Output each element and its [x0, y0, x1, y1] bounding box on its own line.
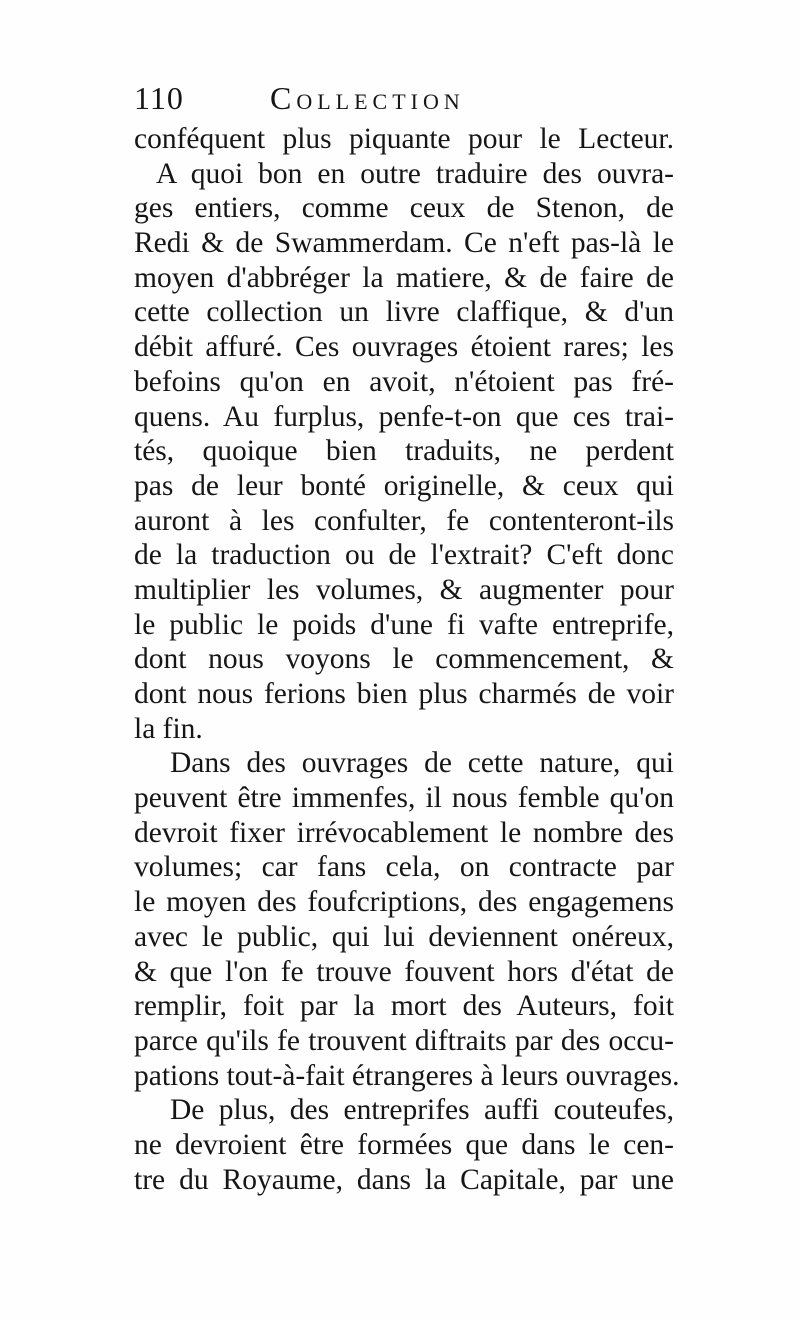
text-line: pas de leur bonté originelle, & ceux qui	[134, 469, 674, 502]
text-line: multiplier les volumes, & augmenter pour	[134, 573, 674, 606]
text-line: A quoi bon en outre traduire des ouvra-	[156, 157, 674, 190]
text-line: De plus, des entreprifes auffi couteufes,	[170, 1094, 674, 1127]
text-line: auront à les confulter, fe contenteront-ils	[134, 504, 674, 537]
page-number: 110	[134, 80, 184, 116]
running-head: Collection	[270, 80, 465, 116]
page-header	[134, 78, 694, 120]
text-line: avec le public, qui lui deviennent onéreux,	[134, 920, 674, 953]
text-line: moyen d'abbréger la matiere, & de faire de	[134, 261, 674, 294]
text-line: de la traduction ou de l'extrait? C'eft donc	[134, 539, 674, 572]
text-line: befoins qu'on en avoit, n'étoient pas fré-	[134, 365, 674, 398]
text-line: le public le poids d'une fi vafte entreprife,	[134, 608, 674, 641]
text-line: peuvent être immenfes, il nous femble qu'on	[134, 782, 674, 815]
text-line: pations tout-à-fait étrangeres à leurs ouvrages.	[134, 1059, 680, 1092]
text-line: tés, quoique bien traduits, ne perdent	[134, 435, 674, 468]
text-line: le moyen des foufcriptions, des engagemens	[134, 886, 674, 919]
text-line: ne devroient être formées que dans le cen-	[134, 1128, 674, 1161]
text-line: la fin.	[134, 712, 203, 745]
text-line: ges entiers, comme ceux de Stenon, de	[134, 192, 674, 225]
text-line: débit affuré. Ces ouvrages étoient rares; les	[134, 331, 674, 364]
text-line: Redi & de Swammerdam. Ce n'eft pas-là le	[134, 227, 674, 260]
text-line: cette collection un livre claffique, & d'un	[134, 296, 674, 329]
text-line: remplir, foit par la mort des Auteurs, foit	[134, 990, 674, 1023]
body-text	[134, 122, 680, 1197]
text-line: volumes; car fans cela, on contracte par	[134, 851, 674, 884]
text-line: dont nous voyons le commencement, &	[134, 643, 674, 676]
text-line: Dans des ouvrages de cette nature, qui	[170, 747, 674, 780]
text-line: & que l'on fe trouve fouvent hors d'état de	[134, 955, 674, 988]
text-line: conféquent plus piquante pour le Lecteur.	[134, 123, 674, 155]
text-line: devroit fixer irrévocablement le nombre des	[134, 816, 674, 849]
text-line: quens. Au furplus, penfe-t-on que ces trai-	[134, 400, 674, 433]
text-line: dont nous ferions bien plus charmés de voir	[134, 678, 674, 710]
text-line: parce qu'ils fe trouvent diftraits par des occu-	[134, 1024, 674, 1057]
text-line: tre du Royaume, dans la Capitale, par une	[134, 1163, 674, 1196]
